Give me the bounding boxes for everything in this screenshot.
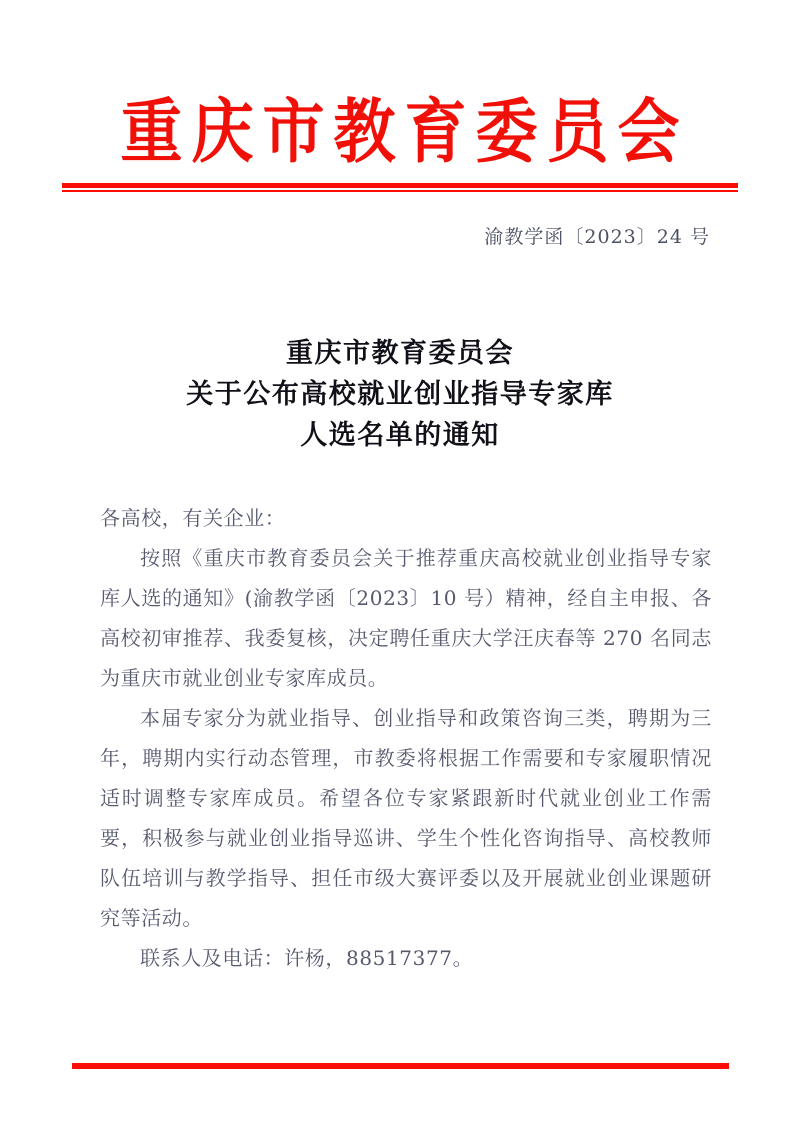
document-title-line-2: 关于公布高校就业创业指导专家库 [186,379,614,410]
body-salutation: 各高校，有关企业： [100,506,286,530]
masthead-red-rule-group [62,183,738,192]
body-paragraph-1: 按照《重庆市教育委员会关于推荐重庆高校就业创业指导专家库人选的通知》(渝教学函〔2023〕10 号）精神，经自主申报、各高校初审推荐、我委复核，决定聘任重庆大学汪庆春等 270 名同志为重庆市就业创业专家库成员。 [100,546,712,690]
masthead-rule-thick [62,183,738,188]
masthead-rule-thin [62,190,738,192]
document-serial-number: 渝教学函〔2023〕24 号 [484,226,710,248]
body-paragraph-2: 本届专家分为就业指导、创业指导和政策咨询三类，聘期为三年，聘期内实行动态管理，市教委将根据工作需要和专家履职情况适时调整专家库成员。希望各位专家紧跟新时代就业创业工作需要，积极参与就业创业指导巡讲、学生个性化咨询指导、高校教师队伍培训与教学指导、担任市级大赛评委以及开展就业创业课题研究等活动。 [100,706,712,930]
issuing-organization-masthead: 重庆市教育委员会 [120,90,689,173]
document-title-line-3: 人选名单的通知 [300,420,500,451]
document-title-line-1: 重庆市教育委员会 [286,338,514,369]
masthead [62,90,738,173]
body-contact-line: 联系人及电话：许杨，88517377。 [140,946,474,970]
document-body [100,498,712,978]
footer-red-rule [72,1063,729,1069]
document-title [62,333,738,456]
